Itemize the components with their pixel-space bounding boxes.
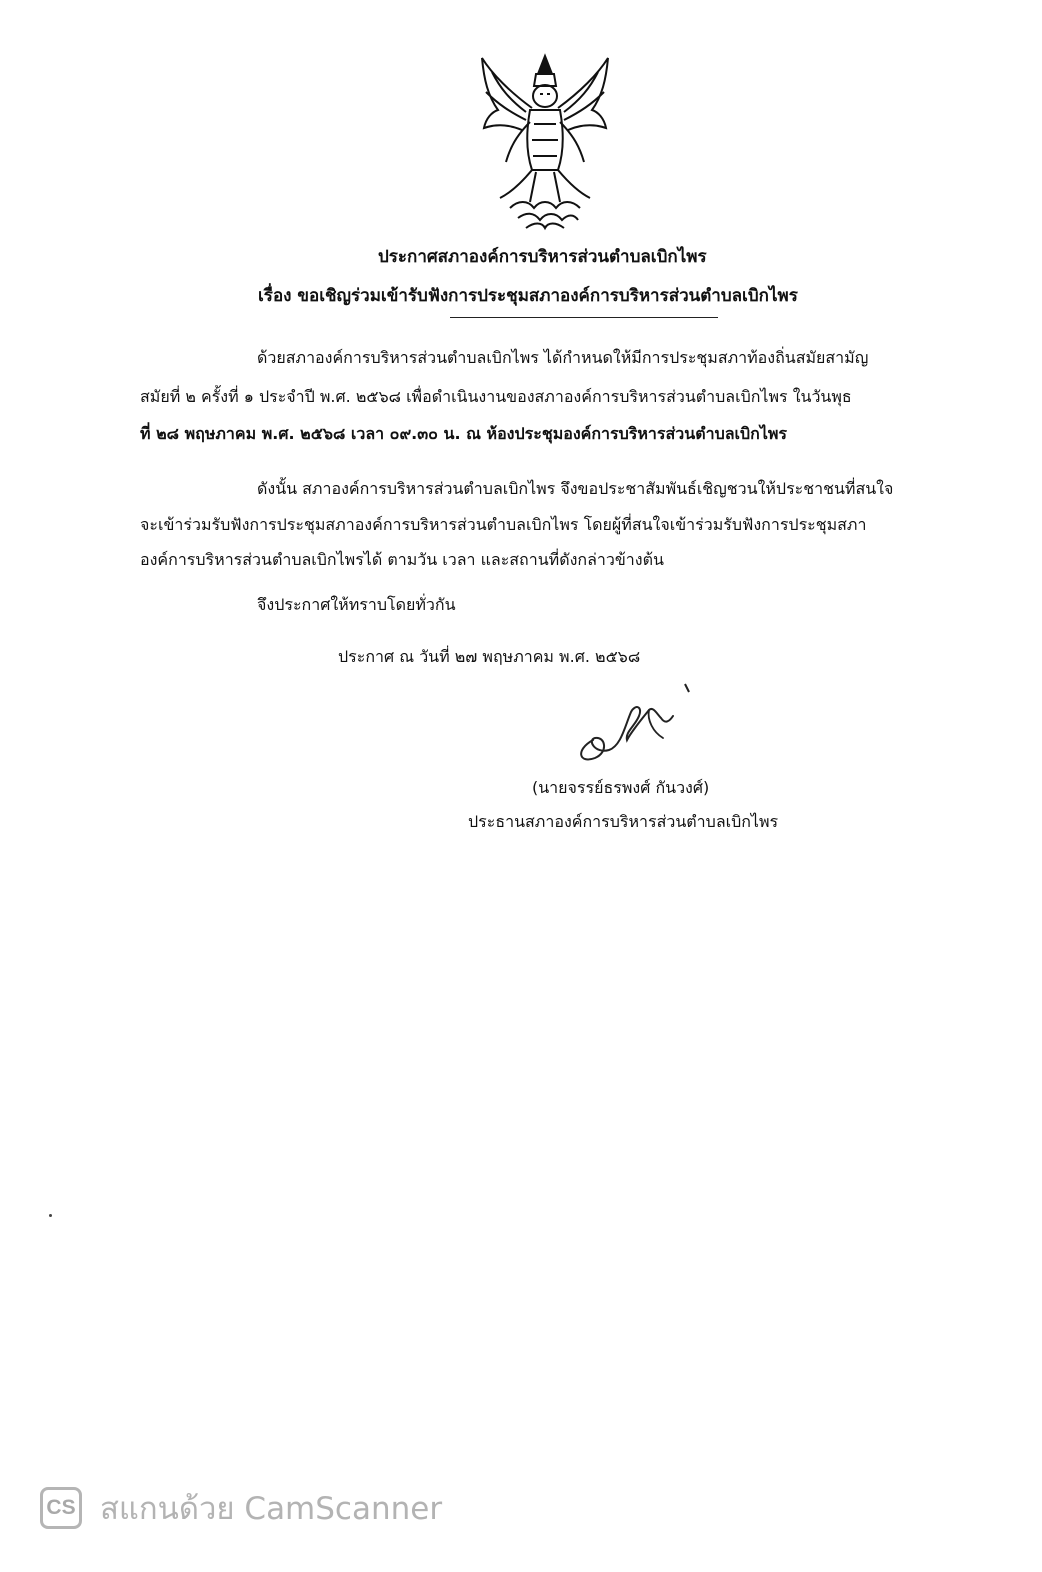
- paragraph-2-line-2: จะเข้าร่วมรับฟังการประชุมสภาองค์การบริหารส่วนตำบลเบิกไพร โดยผู้ที่สนใจเข้าร่วมรับฟังการประชุมสภา: [140, 515, 867, 534]
- paragraph-2-line-1: ดังนั้น สภาองค์การบริหารส่วนตำบลเบิกไพร จึงขอประชาสัมพันธ์เชิญชวนให้ประชาชนที่สนใจ: [257, 479, 894, 498]
- announcement-subject: เรื่อง ขอเชิญร่วมเข้ารับฟังการประชุมสภาองค์การบริหารส่วนตำบลเบิกไพร: [258, 286, 798, 306]
- paragraph-1-line-1: ด้วยสภาองค์การบริหารส่วนตำบลเบิกไพร ได้กำหนดให้มีการประชุมสภาท้องถิ่นสมัยสามัญ: [257, 348, 869, 367]
- garuda-emblem-icon: [470, 52, 620, 232]
- scan-speck: [49, 1214, 52, 1217]
- handwritten-signature: [565, 680, 705, 770]
- announcement-date: ประกาศ ณ วันที่ ๒๗ พฤษภาคม พ.ศ. ๒๕๖๘: [338, 647, 641, 666]
- title-divider: [450, 317, 718, 318]
- closing-statement: จึงประกาศให้ทราบโดยทั่วกัน: [257, 595, 456, 614]
- signer-position: ประธานสภาองค์การบริหารส่วนตำบลเบิกไพร: [468, 812, 779, 831]
- camscanner-text: สแกนด้วย CamScanner: [100, 1491, 443, 1527]
- announcement-title: ประกาศสภาองค์การบริหารส่วนตำบลเบิกไพร: [378, 247, 707, 267]
- camscanner-watermark: [40, 1485, 442, 1531]
- camscanner-logo-icon: CS: [40, 1487, 82, 1529]
- paragraph-1-line-3: ที่ ๒๘ พฤษภาคม พ.ศ. ๒๕๖๘ เวลา ๐๙.๓๐ น. ณ ห้องประชุมองค์การบริหารส่วนตำบลเบิกไพร: [140, 424, 788, 443]
- paragraph-1-line-2: สมัยที่ ๒ ครั้งที่ ๑ ประจำปี พ.ศ. ๒๕๖๘ เพื่อดำเนินงานของสภาองค์การบริหารส่วนตำบลเบิกไพร ในวันพุธ: [140, 387, 852, 406]
- paragraph-2-line-3: องค์การบริหารส่วนตำบลเบิกไพรได้ ตามวัน เวลา และสถานที่ดังกล่าวข้างต้น: [140, 550, 664, 569]
- signer-name: (นายจรรย์ธรพงศ์ กันวงศ์): [532, 778, 710, 797]
